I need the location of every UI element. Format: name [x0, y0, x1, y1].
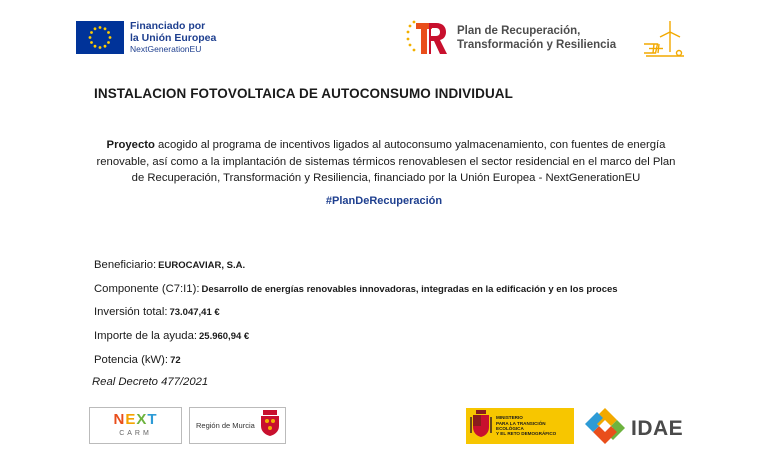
eu-funding-logo [76, 20, 216, 55]
idae-logo-text: IDAE [631, 416, 684, 440]
componente-label: Componente (C7:I1): [94, 283, 200, 295]
next-carm-logo [89, 407, 182, 444]
eu-flag-icon [76, 21, 124, 54]
eu-logo-line2: la Unión Europea [130, 32, 217, 45]
murcia-crest-icon [259, 409, 281, 442]
potencia-value: 72 [170, 355, 181, 366]
ministerio-text [496, 415, 574, 436]
solar-windmill-icon [644, 18, 686, 60]
next-letter-t: T [147, 411, 158, 428]
inversion-value: 73.047,41 € [169, 307, 220, 318]
decree-reference: Real Decreto 477/2021 [92, 376, 209, 388]
ministerio-line3: Y EL RETO DEMOGRÁFICO [496, 431, 557, 437]
inversion-label: Inversión total: [94, 306, 168, 318]
importe-row [94, 330, 249, 342]
spain-coat-of-arms-icon [470, 409, 492, 444]
project-description [96, 137, 676, 187]
hashtag-link[interactable]: #PlanDeRecuperación [325, 195, 443, 207]
prtr-logo-line1: Plan de Recuperación, [457, 24, 581, 37]
prtr-logo [405, 18, 616, 58]
beneficiario-row [94, 259, 245, 271]
componente-value: Desarrollo de energías renovables innovadoras, integradas en la edificación y en los proces [201, 284, 618, 295]
page-title: INSTALACION FOTOVOLTAICA DE AUTOCONSUMO INDIVIDUAL [94, 86, 513, 101]
prtr-logo-line2: Transformación y Resiliencia [457, 39, 617, 51]
idae-logo [583, 406, 683, 451]
murcia-logo-label: Región de Murcia [196, 421, 255, 430]
importe-value: 25.960,94 € [199, 331, 250, 342]
next-letter-x: X [136, 411, 148, 428]
ministerio-logo [466, 408, 574, 444]
eu-logo-line1: Financiado por [130, 20, 206, 32]
next-logo-sub: CARM [119, 430, 152, 437]
inversion-row [94, 306, 220, 318]
potencia-row [94, 354, 181, 366]
ministerio-line1: MINISTERIO [496, 415, 523, 421]
importe-label: Importe de la ayuda: [94, 330, 197, 342]
next-letter-n: N [113, 411, 126, 428]
project-body: acogido al programa de incentivos ligados al autoconsumo yalmacenamiento, con fuentes de energía renovable, así como a la implantación de sistemas térmicos renovablesen el sector residencial en el marco del Plan de Recuperación, Transformación y Resiliencia, financiado por la Unión Europea - NextGenerationEU [96, 139, 676, 184]
potencia-label: Potencia (kW): [94, 354, 169, 366]
componente-row [94, 283, 618, 295]
ministerio-line2: PARA LA TRANSICIÓN ECOLÓGICA [496, 420, 546, 431]
beneficiario-label: Beneficiario: [94, 259, 157, 271]
beneficiario-value: EUROCAVIAR, S.A. [158, 260, 246, 271]
prtr-mark-icon [405, 18, 449, 58]
region-murcia-logo [189, 407, 286, 444]
next-letter-e: E [125, 411, 137, 428]
project-label: Proyecto [106, 139, 155, 151]
idae-knot-icon [583, 406, 627, 451]
next-logo-word [90, 411, 181, 428]
prtr-logo-text [457, 24, 616, 53]
eu-logo-text [130, 20, 216, 55]
eu-logo-line3: NextGenerationEU [130, 44, 202, 55]
